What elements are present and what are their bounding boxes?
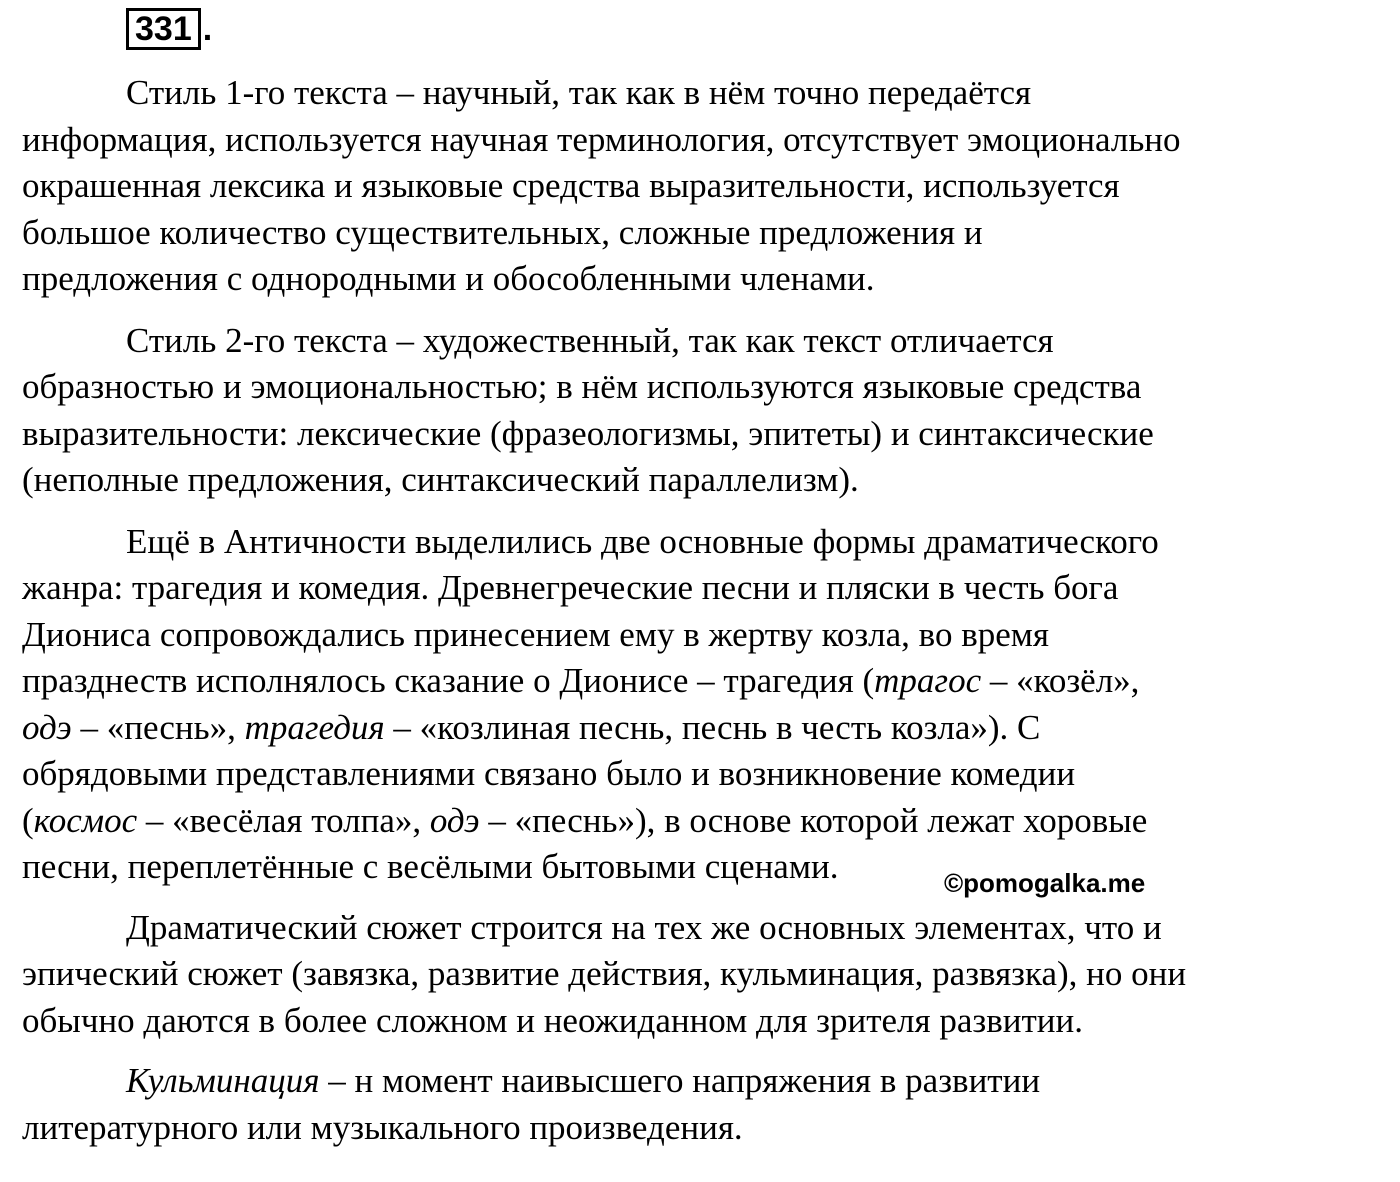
text-line: [22, 658, 1382, 705]
watermark: ©pomogalka.me: [944, 868, 1146, 898]
text-line: предложения с однородными и обособленными членами.: [22, 259, 875, 298]
answer-text: [22, 70, 1382, 1167]
task-number: [126, 8, 212, 50]
text-line: эпический сюжет (завязка, развитие действия, кульминация, развязка), но они: [22, 954, 1187, 993]
text-line: песни, переплетённые с весёлыми бытовыми сценами.: [22, 847, 839, 886]
paragraph-4: [22, 905, 1382, 1045]
text-line: окрашенная лексика и языковые средства выразительности, используется: [22, 166, 1120, 205]
italic-term: трагос: [874, 661, 982, 700]
paragraph-5: [22, 1058, 1382, 1151]
task-number-box: [126, 8, 201, 50]
text-line: образностью и эмоциональностью; в нём используются языковые средства: [22, 367, 1142, 406]
text-line: выразительности: лексические (фразеологизмы, эпитеты) и синтаксические: [22, 413, 1154, 453]
text-line: Ещё в Античности выделились две основные формы драматического: [126, 521, 1159, 561]
text-line: Стиль 2-го текста – художественный, так как текст отличается: [126, 320, 1054, 360]
text-segment: – «весёлая толпа»,: [137, 800, 430, 840]
text-line: [22, 1058, 1382, 1105]
text-line: обрядовыми представлениями связано было и возникновение комедии: [22, 754, 1076, 793]
text-segment: – «песнь»,: [71, 707, 245, 747]
task-number-suffix: .: [202, 10, 213, 48]
text-line: [22, 798, 1382, 845]
text-line: большое количество существительных, сложные предложения и: [22, 212, 983, 252]
text-line: Драматический сюжет строится на тех же основных элементах, что и: [126, 907, 1162, 947]
paragraph-3: [22, 519, 1382, 891]
italic-term: одэ: [429, 800, 480, 840]
italic-term: одэ: [22, 707, 72, 747]
text-line: [22, 705, 1382, 752]
text-line: обычно даются в более сложном и неожиданном для зрителя развитии.: [22, 1000, 1083, 1040]
text-segment: – «козлиная песнь, песнь в честь козла»). С: [384, 707, 1041, 747]
italic-term: космос: [33, 800, 138, 840]
text-line: (неполные предложения, синтаксический параллелизм).: [22, 460, 859, 499]
text-segment: – «козёл»,: [981, 661, 1140, 700]
italic-term: трагедия: [244, 707, 385, 747]
text-segment: – «песнь»), в основе которой лежат хоровые: [479, 800, 1148, 840]
task-number-value: 331: [135, 10, 192, 48]
text-line: жанра: трагедия и комедия. Древнегреческие песни и пляски в честь бога: [22, 568, 1119, 607]
paragraph-2: [22, 318, 1382, 504]
text-line: информация, используется научная терминология, отсутствует эмоционально: [22, 119, 1181, 159]
text-segment: (: [22, 800, 34, 840]
paragraph-1: [22, 70, 1382, 303]
text-segment: празднеств исполнялось сказание о Дионисе – трагедия (: [22, 661, 875, 700]
text-line: Диониса сопровождались принесением ему в жертву козла, во время: [22, 614, 1050, 654]
text-line: литературного или музыкального произведения.: [22, 1107, 743, 1147]
text-segment: – н момент наивысшего напряжения в развитии: [319, 1061, 1041, 1100]
text-line: Стиль 1-го текста – научный, так как в нём точно передаётся: [126, 73, 1032, 112]
italic-term: Кульминация: [126, 1061, 320, 1100]
